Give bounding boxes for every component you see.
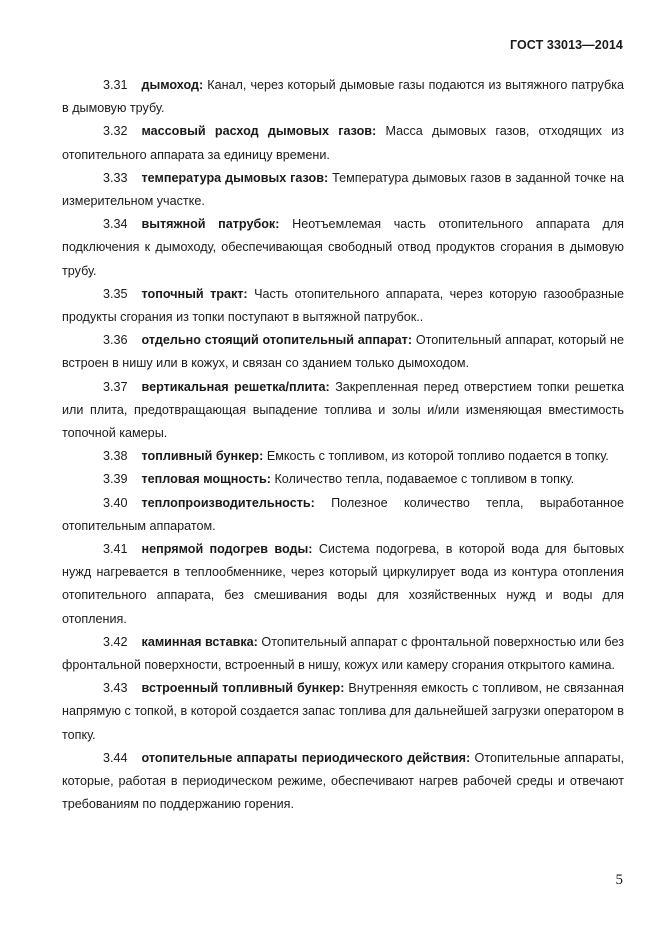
entry-term: дымоход: <box>141 78 204 92</box>
definition-entry <box>62 468 624 491</box>
definition-entry <box>62 329 624 375</box>
entry-term: отдельно стоящий отопительный аппарат: <box>141 333 413 348</box>
definitions-list <box>62 74 624 817</box>
entry-definition: Емкость с топливом, из которой топливо подается в топку. <box>266 449 609 464</box>
document-code-header: ГОСТ 33013—2014 <box>509 38 623 52</box>
entry-term: температура дымовых газов: <box>141 170 329 185</box>
entry-number: 3.41 <box>103 542 128 557</box>
entry-term: тепловая мощность: <box>141 472 271 487</box>
entry-number: 3.40 <box>103 495 128 510</box>
definition-entry <box>62 538 624 631</box>
entry-number: 3.34 <box>103 217 128 232</box>
entry-definition: Отопительный аппарат с фронтальной поверхностью или без фронтальной поверхности, встроенный в нишу, кожух или камеру сгорания открытого камина. <box>62 634 625 673</box>
entry-definition: Отопительный аппарат, который не встроен в нишу или в кожух, и связан со зданием только дымоходом. <box>62 333 625 371</box>
definition-entry <box>62 283 624 329</box>
definition-entry <box>62 677 624 747</box>
entry-definition: Полезное количество тепла, выработанное отопительным аппаратом. <box>62 495 624 533</box>
entry-term: вытяжной патрубок: <box>141 217 280 232</box>
page-number: 5 <box>615 872 623 888</box>
definition-entry <box>62 167 624 213</box>
entry-term: массовый расход дымовых газов: <box>141 124 377 139</box>
entry-number: 3.38 <box>103 449 128 464</box>
definition-entry <box>62 74 624 120</box>
definition-entry <box>62 213 624 283</box>
entry-number: 3.37 <box>103 379 128 394</box>
definition-entry <box>62 120 624 166</box>
entry-number: 3.39 <box>103 472 128 487</box>
definition-entry <box>62 376 624 446</box>
entry-number: 3.36 <box>103 333 128 348</box>
entry-number: 3.43 <box>103 681 128 696</box>
definition-entry <box>62 445 624 468</box>
entry-term: отопительные аппараты периодического действия: <box>141 750 471 765</box>
entry-number: 3.33 <box>103 170 128 185</box>
entry-definition: Отопительные аппараты, которые, работая в периодическом режиме, обеспечивают нагрев рабочей среды и отвечают требованиям по поддержанию горения. <box>62 750 625 812</box>
entry-term: вертикальная решетка/плита: <box>141 379 330 394</box>
definition-entry <box>62 631 624 677</box>
entry-definition: Канал, через который дымовые газы подаются из вытяжного патрубка в дымовую трубу. <box>62 78 624 116</box>
entry-number: 3.32 <box>103 124 128 139</box>
entry-definition: Температура дымовых газов в заданной точке на измерительном участке. <box>62 170 624 209</box>
entry-term: непрямой подогрев воды: <box>141 542 313 557</box>
entry-definition: Внутренняя емкость с топливом, не связанная напрямую с топкой, в которой создается запас топлива для дальнейшей загрузки оператором в топку. <box>62 681 624 742</box>
entry-term: топливный бункер: <box>141 449 264 464</box>
entry-term: топочный тракт: <box>141 286 248 301</box>
entry-number: 3.42 <box>103 634 128 649</box>
entry-term: встроенный топливный бункер: <box>141 681 345 696</box>
entry-definition: Неотъемлемая часть отопительного аппарата для подключения к дымоходу, обеспечивающая свободный отвод продуктов сгорания в дымовую трубу. <box>62 217 624 278</box>
definition-entry <box>62 492 624 538</box>
entry-number: 3.31 <box>103 78 128 92</box>
entry-term: каминная вставка: <box>141 634 258 649</box>
entry-term: теплопроизводительность: <box>141 495 315 510</box>
definition-entry <box>62 747 624 817</box>
entry-number: 3.44 <box>103 750 128 765</box>
entry-definition: Количество тепла, подаваемое с топливом в топку. <box>274 472 575 487</box>
entry-number: 3.35 <box>103 286 128 301</box>
entry-definition: Система подогрева, в которой вода для бытовых нужд нагревается в теплообменнике, через который циркулирует вода из контура отопления отопительного аппарата, без смешивания воды для хозяйственных нужд и воды для отопления. <box>62 542 625 626</box>
entry-definition: Часть отопительного аппарата, через которую газообразные продукты сгорания из топки поступают в вытяжной патрубок.. <box>62 286 625 325</box>
entry-definition: Закрепленная перед отверстием топки решетка или плита, предотвращающая выпадение топлива и золы и/или изменяющая вместимость топочной камеры. <box>62 379 625 441</box>
entry-definition: Масса дымовых газов, отходящих из отопительного аппарата за единицу времени. <box>62 124 625 162</box>
